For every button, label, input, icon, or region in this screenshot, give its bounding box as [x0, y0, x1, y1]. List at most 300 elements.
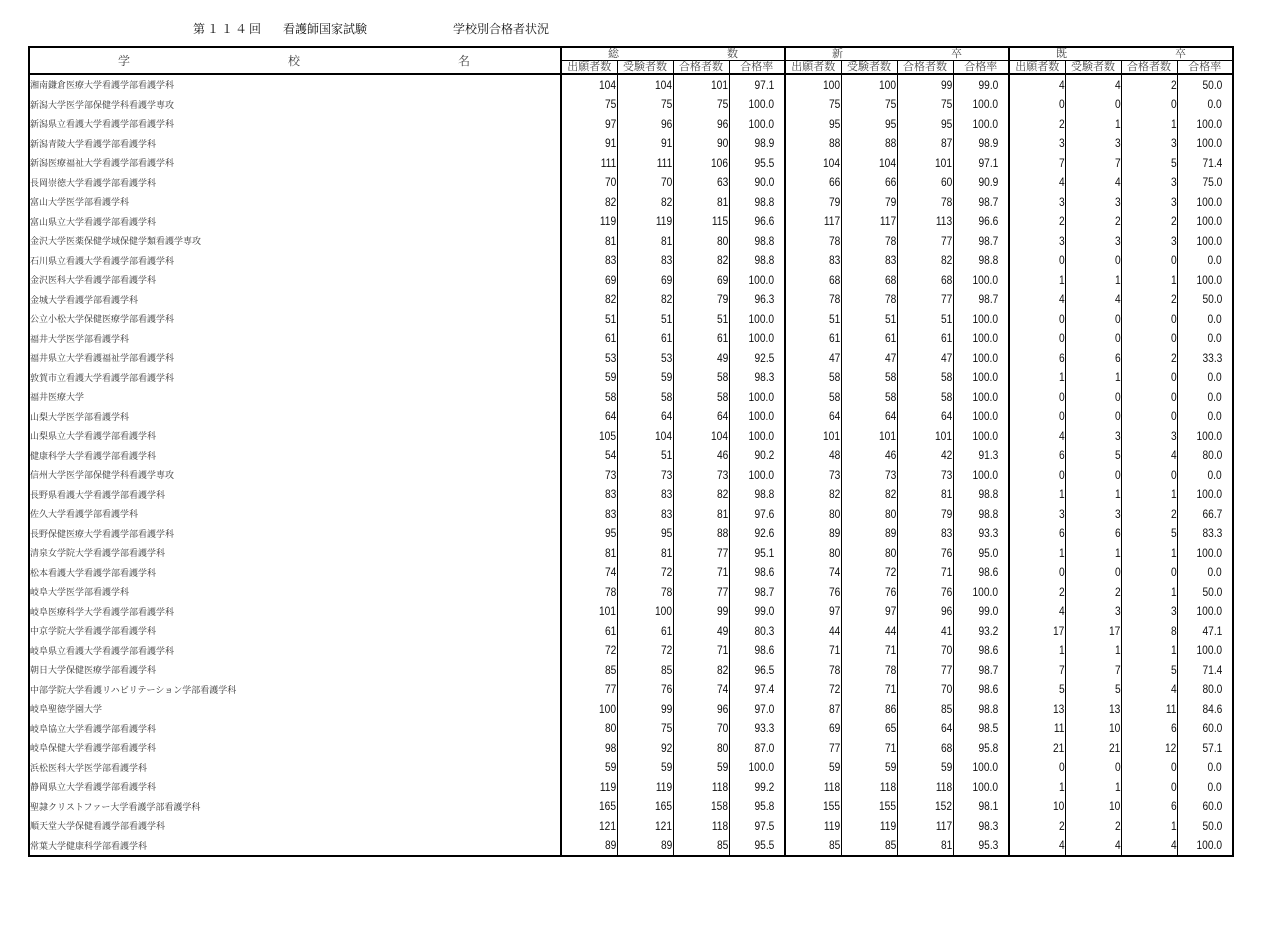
total-examinees — [617, 74, 673, 95]
cell-value: 88 — [829, 136, 841, 151]
cell-value: 0 — [1058, 311, 1065, 326]
cell-value: 58 — [829, 370, 841, 385]
prev-passers — [1121, 680, 1177, 700]
total-pass-rate — [729, 465, 785, 485]
report-name: 学校別合格者状況 — [453, 22, 550, 36]
cell-value: 100.0 — [972, 272, 998, 287]
new-pass-rate — [953, 192, 1009, 212]
prev-pass-rate — [1177, 758, 1233, 778]
school-name: 長野保健医療大学看護学部看護学科 — [29, 524, 561, 544]
new-applicants — [785, 173, 841, 193]
school-name: 岐阜県立看護大学看護学部看護学科 — [29, 641, 561, 661]
cell-value: 47 — [829, 350, 841, 365]
new-applicants — [785, 758, 841, 778]
cell-value: 79 — [829, 194, 841, 209]
total-examinees — [617, 192, 673, 212]
prev-applicants — [1009, 738, 1065, 758]
cell-value: 91 — [605, 136, 617, 151]
cell-value: 3 — [1058, 233, 1065, 248]
total-pass-rate — [729, 719, 785, 739]
new-passers — [897, 680, 953, 700]
cell-value: 74 — [717, 682, 729, 697]
total-applicants — [561, 251, 617, 271]
cell-value: 0.0 — [1207, 253, 1222, 268]
cell-value: 100.0 — [1196, 838, 1222, 853]
total-passers — [673, 407, 729, 427]
total-applicants — [561, 543, 617, 563]
cell-value: 3 — [1114, 136, 1121, 151]
cell-value: 1 — [1114, 545, 1121, 560]
cell-value: 95.5 — [754, 838, 774, 853]
new-examinees — [841, 251, 897, 271]
cell-value: 83 — [941, 526, 953, 541]
new-passers — [897, 446, 953, 466]
cell-value: 0 — [1170, 565, 1177, 580]
new-passers — [897, 329, 953, 349]
cell-value: 10 — [1109, 799, 1121, 814]
cell-value: 101 — [599, 604, 617, 619]
total-pass-rate — [729, 329, 785, 349]
cell-value: 90.2 — [754, 448, 774, 463]
new-examinees — [841, 212, 897, 232]
prev-applicants — [1009, 563, 1065, 583]
cell-value: 79 — [885, 194, 897, 209]
school-name: 佐久大学看護学部看護学科 — [29, 504, 561, 524]
total-applicants — [561, 74, 617, 95]
total-examinees — [617, 95, 673, 115]
prev-applicants — [1009, 74, 1065, 95]
header-char: 校 — [287, 53, 300, 68]
total-pass-rate — [729, 758, 785, 778]
cell-value: 75.0 — [1202, 175, 1222, 190]
cell-value: 0.0 — [1207, 779, 1222, 794]
total-applicants — [561, 231, 617, 251]
cell-value: 100.0 — [972, 97, 998, 112]
cell-value: 73 — [941, 467, 953, 482]
new-pass-rate — [953, 446, 1009, 466]
cell-value: 6 — [1170, 799, 1177, 814]
cell-value: 101 — [879, 428, 897, 443]
new-examinees — [841, 407, 897, 427]
column-header: 受験者数 — [841, 61, 897, 75]
cell-value: 99 — [941, 77, 953, 92]
cell-value: 1 — [1058, 370, 1065, 385]
prev-applicants — [1009, 290, 1065, 310]
cell-value: 7 — [1114, 662, 1121, 677]
total-examinees — [617, 114, 673, 134]
new-applicants — [785, 524, 841, 544]
cell-value: 77 — [829, 740, 841, 755]
total-applicants — [561, 563, 617, 583]
cell-value: 82 — [661, 292, 673, 307]
cell-value: 6 — [1170, 721, 1177, 736]
prev-examinees — [1065, 407, 1121, 427]
cell-value: 100.0 — [748, 467, 774, 482]
table-row — [29, 816, 1233, 836]
prev-applicants — [1009, 797, 1065, 817]
cell-value: 4 — [1114, 292, 1121, 307]
cell-value: 75 — [941, 97, 953, 112]
total-pass-rate — [729, 426, 785, 446]
cell-value: 3 — [1170, 604, 1177, 619]
cell-value: 89 — [661, 838, 673, 853]
cell-value: 95.8 — [978, 740, 998, 755]
school-name: 山梨県立大学看護学部看護学科 — [29, 426, 561, 446]
new-pass-rate — [953, 309, 1009, 329]
prev-pass-rate — [1177, 134, 1233, 154]
table-row — [29, 329, 1233, 349]
cell-value: 100.0 — [748, 428, 774, 443]
new-passers — [897, 290, 953, 310]
cell-value: 4 — [1058, 175, 1065, 190]
table-row — [29, 680, 1233, 700]
cell-value: 98.7 — [978, 662, 998, 677]
new-pass-rate — [953, 738, 1009, 758]
cell-value: 2 — [1170, 214, 1177, 229]
cell-value: 11 — [1165, 701, 1177, 716]
cell-value: 0 — [1114, 253, 1121, 268]
cell-value: 118 — [936, 779, 953, 794]
cell-value: 1 — [1058, 545, 1065, 560]
cell-value: 64 — [829, 409, 841, 424]
cell-value: 80.3 — [754, 623, 774, 638]
total-pass-rate — [729, 446, 785, 466]
cell-value: 1 — [1058, 272, 1065, 287]
prev-examinees — [1065, 680, 1121, 700]
cell-value: 68 — [941, 740, 953, 755]
cell-value: 75 — [605, 97, 617, 112]
cell-value: 104 — [599, 77, 617, 92]
new-applicants — [785, 485, 841, 505]
cell-value: 158 — [711, 799, 729, 814]
cell-value: 100.0 — [972, 409, 998, 424]
prev-examinees — [1065, 251, 1121, 271]
total-pass-rate — [729, 407, 785, 427]
new-passers — [897, 699, 953, 719]
cell-value: 0 — [1058, 760, 1065, 775]
new-passers — [897, 173, 953, 193]
total-passers — [673, 738, 729, 758]
cell-value: 81 — [605, 233, 617, 248]
cell-value: 100.0 — [1196, 233, 1222, 248]
school-name: 聖隷クリストファー大学看護学部看護学科 — [29, 797, 561, 817]
cell-value: 59 — [661, 760, 673, 775]
prev-examinees — [1065, 348, 1121, 368]
new-examinees — [841, 231, 897, 251]
total-applicants — [561, 114, 617, 134]
cell-value: 81 — [717, 506, 729, 521]
cell-value: 1 — [1114, 370, 1121, 385]
pass-results-table — [28, 46, 1234, 857]
cell-value: 83 — [829, 253, 841, 268]
new-applicants — [785, 465, 841, 485]
cell-value: 100.0 — [972, 584, 998, 599]
cell-value: 100.0 — [1196, 214, 1222, 229]
new-examinees — [841, 134, 897, 154]
cell-value: 2 — [1114, 214, 1121, 229]
cell-value: 3 — [1114, 428, 1121, 443]
prev-examinees — [1065, 797, 1121, 817]
cell-value: 100.0 — [972, 116, 998, 131]
prev-passers — [1121, 192, 1177, 212]
cell-value: 95.3 — [978, 838, 998, 853]
total-examinees — [617, 777, 673, 797]
new-applicants — [785, 212, 841, 232]
new-pass-rate — [953, 485, 1009, 505]
new-examinees — [841, 465, 897, 485]
cell-value: 2 — [1058, 818, 1065, 833]
cell-value: 93.2 — [978, 623, 998, 638]
total-applicants — [561, 368, 617, 388]
new-passers — [897, 251, 953, 271]
cell-value: 60.0 — [1202, 721, 1222, 736]
cell-value: 44 — [885, 623, 897, 638]
cell-value: 59 — [717, 760, 729, 775]
cell-value: 59 — [661, 370, 673, 385]
prev-passers — [1121, 446, 1177, 466]
cell-value: 0 — [1058, 565, 1065, 580]
total-passers — [673, 660, 729, 680]
new-passers — [897, 407, 953, 427]
prev-applicants — [1009, 114, 1065, 134]
total-pass-rate — [729, 231, 785, 251]
cell-value: 33.3 — [1202, 350, 1222, 365]
new-applicants — [785, 95, 841, 115]
cell-value: 58 — [885, 370, 897, 385]
cell-value: 47 — [885, 350, 897, 365]
cell-value: 72 — [885, 565, 897, 580]
cell-value: 87.0 — [754, 740, 774, 755]
cell-value: 71.4 — [1202, 155, 1222, 170]
cell-value: 75 — [661, 97, 673, 112]
total-pass-rate — [729, 699, 785, 719]
cell-value: 47.1 — [1202, 623, 1222, 638]
cell-value: 1 — [1114, 779, 1121, 794]
total-applicants — [561, 426, 617, 446]
cell-value: 98.7 — [978, 194, 998, 209]
new-applicants — [785, 134, 841, 154]
cell-value: 75 — [661, 721, 673, 736]
cell-value: 111 — [600, 155, 617, 170]
total-examinees — [617, 290, 673, 310]
total-passers — [673, 543, 729, 563]
total-pass-rate — [729, 192, 785, 212]
prev-passers — [1121, 563, 1177, 583]
cell-value: 82 — [885, 487, 897, 502]
new-applicants — [785, 543, 841, 563]
new-examinees — [841, 387, 897, 407]
prev-examinees — [1065, 621, 1121, 641]
group-header-new-graduates — [785, 47, 1009, 61]
prev-applicants — [1009, 641, 1065, 661]
cell-value: 76 — [941, 545, 953, 560]
total-passers — [673, 212, 729, 232]
cell-value: 75 — [885, 97, 897, 112]
new-passers — [897, 192, 953, 212]
cell-value: 104 — [879, 155, 897, 170]
total-applicants — [561, 836, 617, 857]
cell-value: 98.1 — [978, 799, 998, 814]
table-row — [29, 231, 1233, 251]
cell-value: 13 — [1053, 701, 1065, 716]
cell-value: 51 — [829, 311, 841, 326]
cell-value: 74 — [605, 565, 617, 580]
total-passers — [673, 719, 729, 739]
prev-passers — [1121, 387, 1177, 407]
prev-passers — [1121, 524, 1177, 544]
cell-value: 61 — [661, 331, 673, 346]
group-label: 既 — [1056, 47, 1067, 60]
cell-value: 1 — [1058, 779, 1065, 794]
table-row — [29, 426, 1233, 446]
total-examinees — [617, 387, 673, 407]
school-name: 浜松医科大学医学部看護学科 — [29, 758, 561, 778]
school-name: 中部学院大学看護リハビリテーション学部看護学科 — [29, 680, 561, 700]
school-name: 金沢大学医薬保健学域保健学類看護学専攻 — [29, 231, 561, 251]
cell-value: 68 — [829, 272, 841, 287]
new-applicants — [785, 192, 841, 212]
total-passers — [673, 699, 729, 719]
cell-value: 98.3 — [978, 818, 998, 833]
new-examinees — [841, 348, 897, 368]
cell-value: 100 — [655, 604, 673, 619]
cell-value: 81 — [717, 194, 729, 209]
cell-value: 0 — [1058, 331, 1065, 346]
cell-value: 69 — [605, 272, 617, 287]
total-pass-rate — [729, 504, 785, 524]
cell-value: 66 — [829, 175, 841, 190]
new-passers — [897, 114, 953, 134]
cell-value: 95 — [661, 526, 673, 541]
school-name: 朝日大学保健医療学部看護学科 — [29, 660, 561, 680]
cell-value: 101 — [935, 155, 953, 170]
total-examinees — [617, 758, 673, 778]
cell-value: 91 — [661, 136, 673, 151]
prev-examinees — [1065, 504, 1121, 524]
new-pass-rate — [953, 270, 1009, 290]
prev-pass-rate — [1177, 699, 1233, 719]
prev-passers — [1121, 699, 1177, 719]
cell-value: 4 — [1114, 175, 1121, 190]
cell-value: 98.3 — [754, 370, 774, 385]
new-examinees — [841, 368, 897, 388]
cell-value: 98.8 — [754, 487, 774, 502]
cell-value: 95 — [605, 526, 617, 541]
cell-value: 3 — [1170, 175, 1177, 190]
new-applicants — [785, 504, 841, 524]
total-applicants — [561, 719, 617, 739]
cell-value: 117 — [824, 214, 841, 229]
cell-value: 4 — [1114, 838, 1121, 853]
prev-pass-rate — [1177, 563, 1233, 583]
cell-value: 85 — [885, 838, 897, 853]
cell-value: 90.0 — [754, 175, 774, 190]
cell-value: 71 — [885, 740, 897, 755]
column-header: 出願者数 — [785, 61, 841, 75]
new-passers — [897, 309, 953, 329]
cell-value: 119 — [600, 779, 617, 794]
cell-value: 0.0 — [1207, 760, 1222, 775]
cell-value: 0.0 — [1207, 565, 1222, 580]
new-pass-rate — [953, 797, 1009, 817]
prev-examinees — [1065, 134, 1121, 154]
cell-value: 71 — [717, 643, 729, 658]
cell-value: 119 — [656, 214, 673, 229]
prev-applicants — [1009, 719, 1065, 739]
prev-examinees — [1065, 114, 1121, 134]
new-passers — [897, 95, 953, 115]
new-applicants — [785, 348, 841, 368]
prev-applicants — [1009, 485, 1065, 505]
cell-value: 77 — [941, 662, 953, 677]
cell-value: 104 — [655, 77, 673, 92]
new-passers — [897, 270, 953, 290]
cell-value: 83 — [605, 506, 617, 521]
cell-value: 99.2 — [754, 779, 774, 794]
cell-value: 63 — [717, 175, 729, 190]
cell-value: 58 — [717, 389, 729, 404]
cell-value: 1 — [1170, 272, 1177, 287]
cell-value: 0 — [1114, 331, 1121, 346]
prev-pass-rate — [1177, 777, 1233, 797]
new-pass-rate — [953, 173, 1009, 193]
cell-value: 96 — [717, 701, 729, 716]
new-passers — [897, 134, 953, 154]
cell-value: 2 — [1058, 116, 1065, 131]
table-row — [29, 660, 1233, 680]
cell-value: 0 — [1058, 409, 1065, 424]
cell-value: 3 — [1114, 233, 1121, 248]
cell-value: 100.0 — [1196, 272, 1222, 287]
new-passers — [897, 212, 953, 232]
school-name: 岐阜聖徳学園大学 — [29, 699, 561, 719]
prev-pass-rate — [1177, 582, 1233, 602]
total-applicants — [561, 173, 617, 193]
cell-value: 81 — [661, 545, 673, 560]
cell-value: 0 — [1170, 389, 1177, 404]
new-examinees — [841, 426, 897, 446]
cell-value: 0 — [1170, 311, 1177, 326]
total-passers — [673, 602, 729, 622]
cell-value: 98.7 — [978, 292, 998, 307]
prev-passers — [1121, 797, 1177, 817]
cell-value: 118 — [712, 779, 729, 794]
new-examinees — [841, 836, 897, 857]
cell-value: 75 — [717, 97, 729, 112]
cell-value: 76 — [885, 584, 897, 599]
prev-pass-rate — [1177, 407, 1233, 427]
cell-value: 97 — [829, 604, 841, 619]
cell-value: 2 — [1114, 584, 1121, 599]
prev-pass-rate — [1177, 348, 1233, 368]
prev-pass-rate — [1177, 446, 1233, 466]
cell-value: 73 — [717, 467, 729, 482]
table-row — [29, 446, 1233, 466]
total-pass-rate — [729, 309, 785, 329]
cell-value: 100.0 — [972, 350, 998, 365]
cell-value: 77 — [941, 292, 953, 307]
table-row — [29, 602, 1233, 622]
new-applicants — [785, 816, 841, 836]
cell-value: 1 — [1114, 116, 1121, 131]
total-examinees — [617, 446, 673, 466]
new-applicants — [785, 699, 841, 719]
cell-value: 3 — [1114, 506, 1121, 521]
school-name: 富山県立大学看護学部看護学科 — [29, 212, 561, 232]
prev-passers — [1121, 543, 1177, 563]
cell-value: 6 — [1114, 526, 1121, 541]
school-name: 長岡崇徳大学看護学部看護学科 — [29, 173, 561, 193]
